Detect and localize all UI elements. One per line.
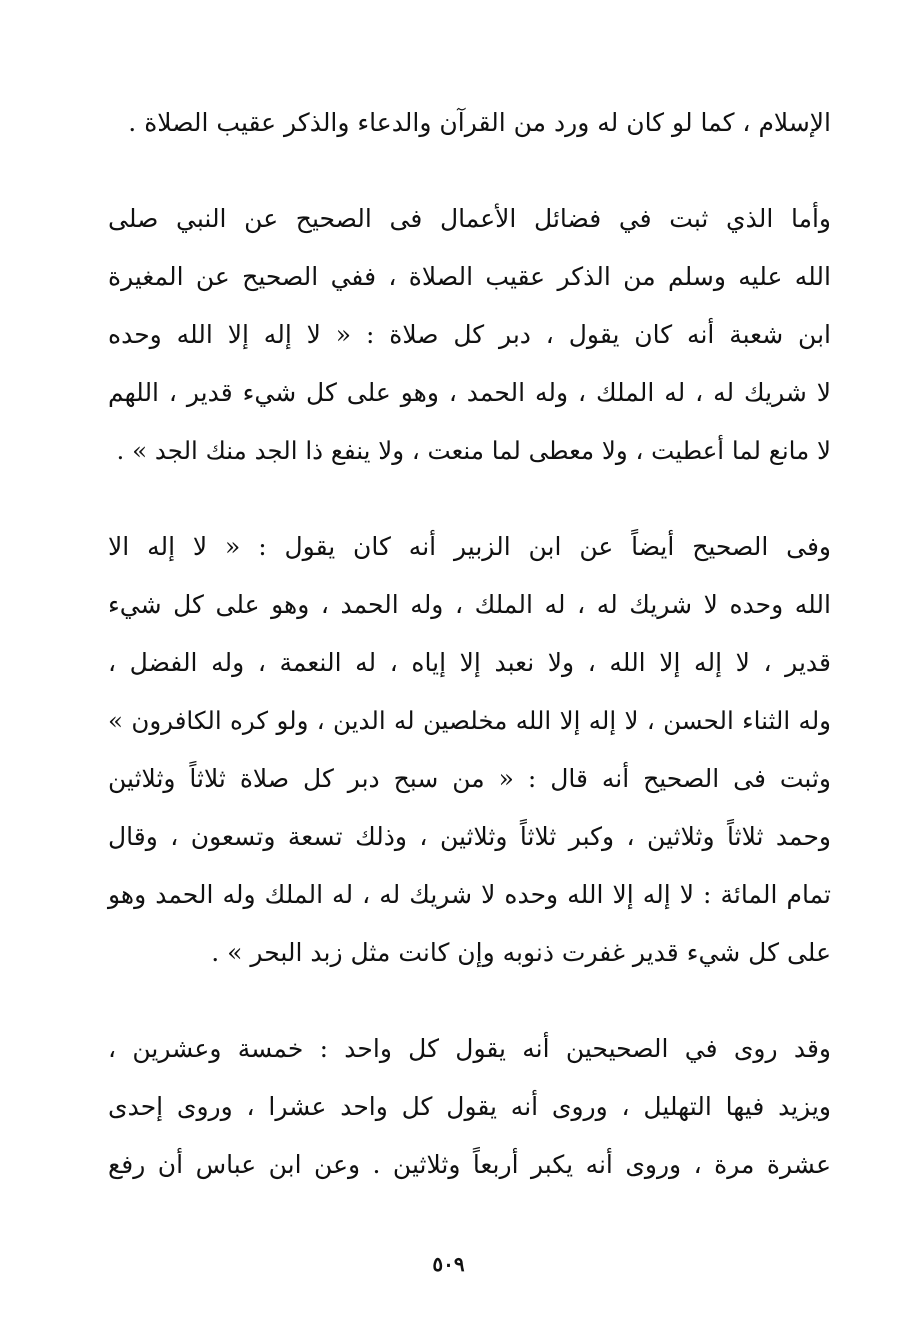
text-line: على كل شيء قدير غفرت ذنوبه وإن كانت مثل زبد البحر » . [211,938,831,967]
text-line: لا مانع لما أعطيت ، ولا معطى لما منعت ، ولا ينفع ذا الجد منك الجد » . [116,436,831,465]
text-line: ابن شعبة أنه كان يقول ، دبر كل صلاة : « لا إله إلا الله وحده [108,320,831,349]
text-line: ويزيد فيها التهليل ، وروى أنه يقول كل واحد عشرا ، وروى إحدى [108,1092,831,1121]
text-line: الله عليه وسلم من الذكر عقيب الصلاة ، ففي الصحيح عن المغيرة [108,262,831,291]
text-line: وله الثناء الحسن ، لا إله إلا الله مخلصين له الدين ، ولو كره الكافرون » [108,706,831,735]
text-line: وأما الذي ثبت في فضائل الأعمال فى الصحيح عن النبي صلى [108,204,831,233]
page-number: ٥٠٩ [432,1252,465,1276]
paragraph-3 [108,518,831,982]
text-line: تمام المائة : لا إله إلا الله وحده لا شريك له ، له الملك وله الحمد وهو [108,880,831,909]
text-line: لا شريك له ، له الملك ، وله الحمد ، وهو على كل شيء قدير ، اللهم [108,378,831,407]
text-line: وقد روى في الصحيحين أنه يقول كل واحد : خمسة وعشرين ، [108,1034,831,1063]
paragraph-gap [108,982,831,1020]
text-line: الإسلام ، كما لو كان له ورد من القرآن والدعاء والذكر عقيب الصلاة . [128,108,831,137]
text-line: الله وحده لا شريك له ، له الملك ، وله الحمد ، وهو على كل شيء [108,590,831,619]
body-text [108,94,831,1194]
paragraph-4 [108,1020,831,1194]
text-line: وحمد ثلاثاً وثلاثين ، وكبر ثلاثاً وثلاثين ، وذلك تسعة وتسعون ، وقال [108,822,831,851]
paragraph-2 [108,190,831,480]
paragraph-gap [108,480,831,518]
text-line: عشرة مرة ، وروى أنه يكبر أربعاً وثلاثين . وعن ابن عباس أن رفع [108,1150,831,1179]
text-line: وثبت فى الصحيح أنه قال : « من سبح دبر كل صلاة ثلاثاً وثلاثين [108,764,831,793]
paragraph-1 [108,94,831,152]
text-line: وفى الصحيح أيضاً عن ابن الزبير أنه كان يقول : « لا إله الا [108,532,831,561]
paragraph-gap [108,152,831,190]
text-line: قدير ، لا إله إلا الله ، ولا نعبد إلا إياه ، له النعمة ، وله الفضل ، [108,648,831,677]
